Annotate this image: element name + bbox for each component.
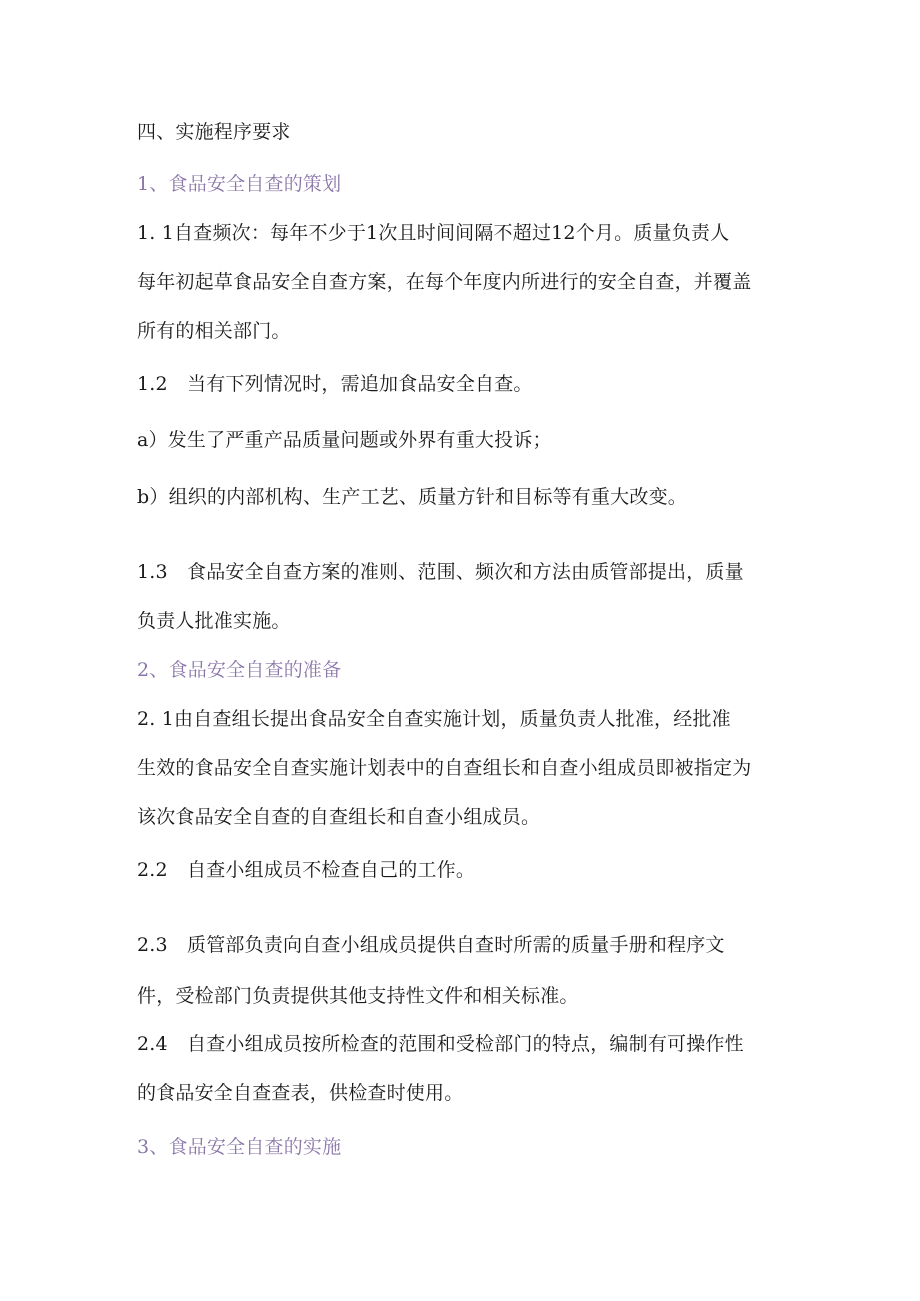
paragraph-1-3-line-1: 1.3 食品安全自查方案的准则、范围、频次和方法由质管部提出，质量 xyxy=(137,561,744,583)
paragraph-1-1-line-3: 所有的相关部门。 xyxy=(137,320,291,342)
paragraph-1-2: 1.2 当有下列情况时，需追加食品安全自查。 xyxy=(137,373,533,395)
paragraph-2-4-line-1: 2.4 自查小组成员按所检查的范围和受检部门的特点，编制有可操作性 xyxy=(137,1033,744,1055)
paragraph-2-3-line-2: 件，受检部门负责提供其他支持性文件和相关标准。 xyxy=(137,985,579,1007)
paragraph-2-4-line-2: 的食品安全自查查表，供检查时使用。 xyxy=(137,1082,464,1104)
paragraph-2-1-line-1: 2. 1由自查组长提出食品安全自查实施计划，质量负责人批准，经批准 xyxy=(137,708,731,730)
paragraph-2-1-line-3: 该次食品安全自查的自查组长和自查小组成员。 xyxy=(137,806,541,828)
subsection-heading-preparation: 2、食品安全自查的准备 xyxy=(137,659,342,681)
paragraph-1-3-line-2: 负责人批准实施。 xyxy=(137,610,291,632)
paragraph-1-1-line-1: 1. 1自查频次：每年不少于1次且时间间隔不超过12个月。质量负责人 xyxy=(137,222,730,244)
section-heading: 四、实施程序要求 xyxy=(137,121,291,143)
list-item-b: b）组织的内部机构、生产工艺、质量方针和目标等有重大改变。 xyxy=(137,486,687,508)
subsection-heading-planning: 1、食品安全自查的策划 xyxy=(137,173,342,195)
paragraph-2-2: 2.2 自查小组成员不检查自己的工作。 xyxy=(137,859,476,881)
paragraph-2-1-line-2: 生效的食品安全自查实施计划表中的自查组长和自查小组成员即被指定为 xyxy=(137,757,752,779)
paragraph-1-1-line-2: 每年初起草食品安全自查方案，在每个年度内所进行的安全自查，并覆盖 xyxy=(137,271,752,293)
subsection-heading-implementation: 3、食品安全自查的实施 xyxy=(137,1136,342,1158)
list-item-a: a）发生了严重产品质量问题或外界有重大投诉； xyxy=(137,429,552,451)
paragraph-2-3-line-1: 2.3 质管部负责向自查小组成员提供自查时所需的质量手册和程序文 xyxy=(137,934,725,956)
